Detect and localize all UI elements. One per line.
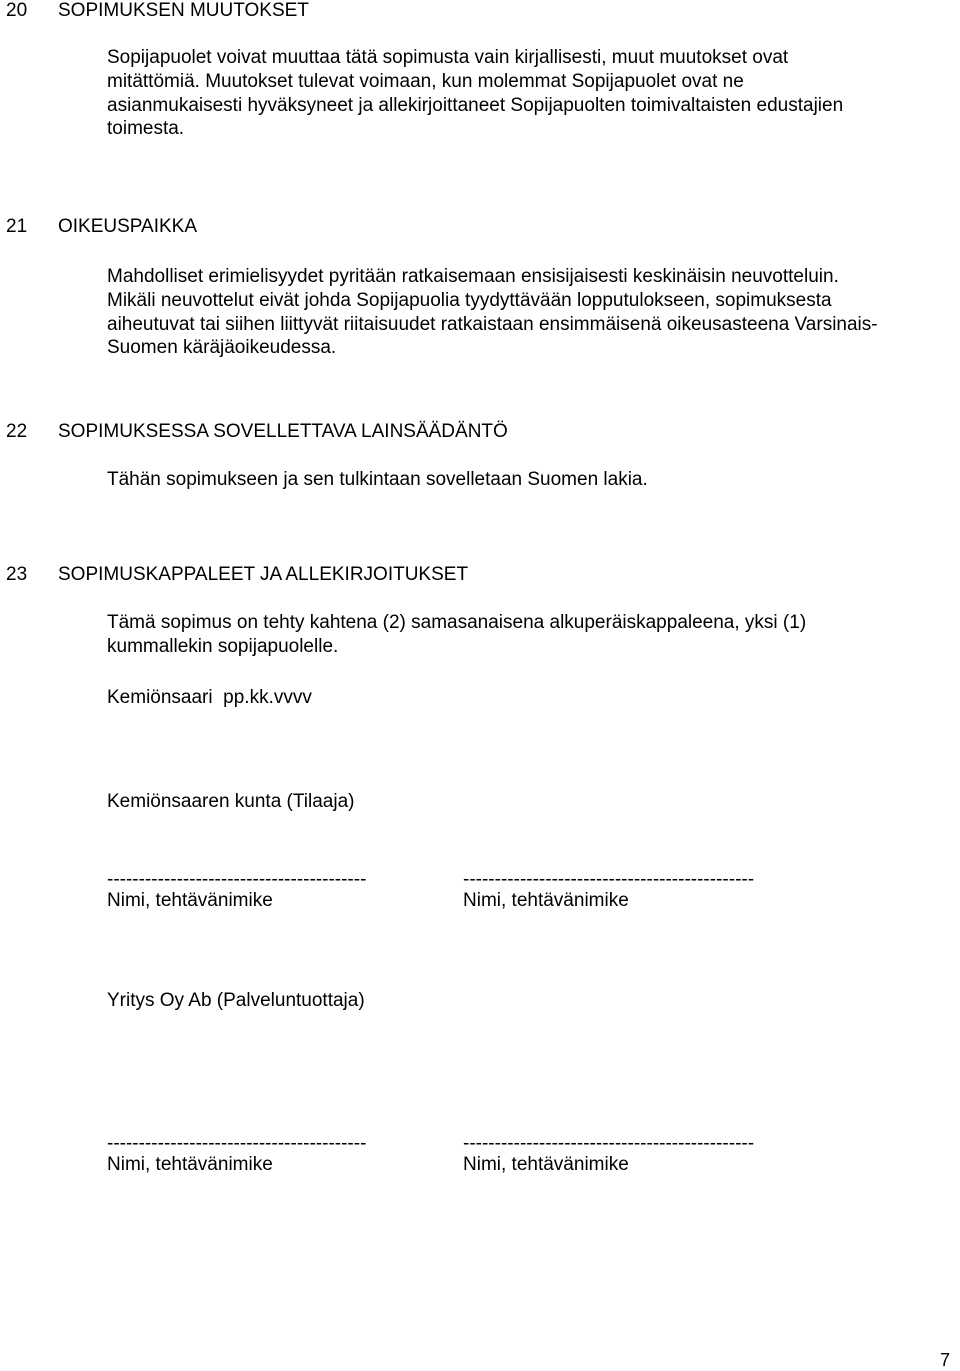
signature-line: ----------------------------------------- bbox=[107, 1133, 367, 1154]
section-22-number: 22 bbox=[6, 421, 28, 442]
section-20-heading: SOPIMUKSEN MUUTOKSET bbox=[58, 0, 309, 21]
section-20-number: 20 bbox=[6, 0, 28, 21]
paragraph-line: Suomen käräjäoikeudessa. bbox=[107, 337, 337, 359]
signature-caption: Nimi, tehtävänimike bbox=[463, 1154, 629, 1175]
paragraph-line: Tämä sopimus on tehty kahtena (2) samasanaisena alkuperäiskappaleena, yksi (1) bbox=[107, 612, 807, 633]
paragraph-line: mitättömiä. Muutokset tulevat voimaan, kun molemmat Sopijapuolet ovat ne bbox=[107, 70, 744, 92]
paragraph-line: Tähän sopimukseen ja sen tulkintaan sovelletaan Suomen lakia. bbox=[107, 469, 648, 490]
signature-line: ----------------------------------------- bbox=[107, 869, 367, 890]
signature-line: ---------------------------------------------- bbox=[463, 869, 755, 890]
section-22-heading: SOPIMUKSESSA SOVELLETTAVA LAINSÄÄDÄNTÖ bbox=[58, 421, 508, 442]
section-21-body bbox=[107, 265, 952, 360]
section-22-body bbox=[107, 468, 952, 492]
signature-line: ---------------------------------------------- bbox=[463, 1133, 755, 1154]
place-date: Kemiönsaari pp.kk.vvvv bbox=[107, 687, 312, 708]
party-provider-name: Yritys Oy Ab (Palveluntuottaja) bbox=[107, 990, 365, 1011]
section-23-body bbox=[107, 611, 952, 659]
page-number: 7 bbox=[940, 1350, 951, 1370]
signature-caption: Nimi, tehtävänimike bbox=[107, 890, 273, 911]
section-20-body bbox=[107, 46, 952, 141]
signature-caption: Nimi, tehtävänimike bbox=[463, 890, 629, 911]
section-21-number: 21 bbox=[6, 216, 28, 237]
section-21-heading: OIKEUSPAIKKA bbox=[58, 216, 198, 237]
paragraph-line: aiheutuvat tai siihen liittyvät riitaisuudet ratkaistaan ensimmäisenä oikeusasteena Varsinais- bbox=[107, 313, 878, 335]
party-client-name: Kemiönsaaren kunta (Tilaaja) bbox=[107, 791, 355, 812]
paragraph-line: Mahdolliset erimielisyydet pyritään ratkaisemaan ensisijaisesti keskinäisin neuvotteluin. bbox=[107, 266, 839, 287]
paragraph-line: kummallekin sopijapuolelle. bbox=[107, 635, 339, 657]
section-23-heading: SOPIMUSKAPPALEET JA ALLEKIRJOITUKSET bbox=[58, 564, 469, 585]
signature-caption: Nimi, tehtävänimike bbox=[107, 1154, 273, 1175]
paragraph-line: toimesta. bbox=[107, 118, 185, 140]
paragraph-line: asianmukaisesti hyväksyneet ja allekirjoittaneet Sopijapuolten toimivaltaisten edustajien bbox=[107, 94, 844, 116]
paragraph-line: Mikäli neuvottelut eivät johda Sopijapuolia tyydyttävään lopputulokseen, sopimuksesta bbox=[107, 289, 832, 311]
section-23-number: 23 bbox=[6, 564, 28, 585]
paragraph-line: Sopijapuolet voivat muuttaa tätä sopimusta vain kirjallisesti, muut muutokset ovat bbox=[107, 47, 789, 68]
